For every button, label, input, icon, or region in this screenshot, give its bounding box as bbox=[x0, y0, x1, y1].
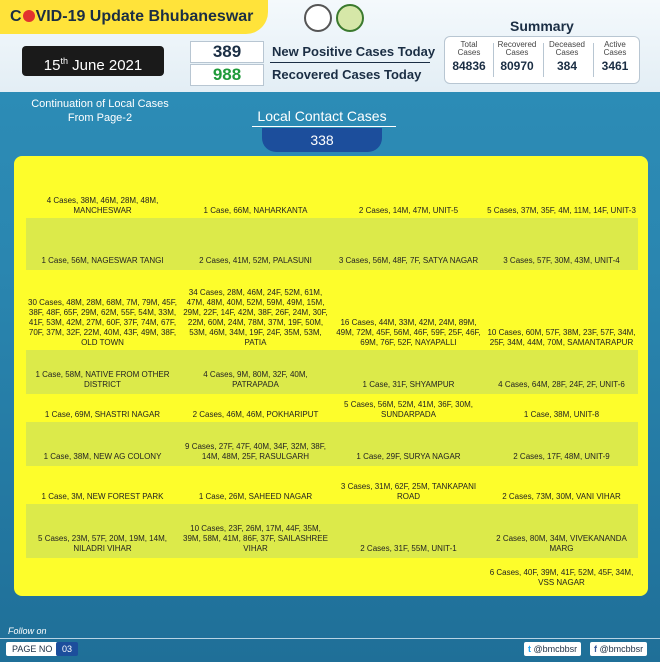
table-cell: 3 Cases, 31M, 62F, 25M, TANKAPANI ROAD bbox=[340, 482, 477, 501]
table-cell: 1 Case, 56M, NAGESWAR TANGI bbox=[41, 256, 164, 265]
table-row bbox=[26, 350, 638, 394]
table-cell: 30 Cases, 48M, 28M, 68M, 7M, 79M, 45F, 38F, 48F, 65F, 29M, 62M, 55F, 54M, 33M, 41F, 53M, 42M, 27M, 60F, 37F, 74M, 67F, 70F, 37M, 32F, 22M, 40M, 43F, 49M, 38F, OLD TOWN bbox=[28, 298, 177, 347]
table-row bbox=[26, 556, 638, 588]
table-cell: 5 Cases, 37M, 35F, 4M, 11M, 14F, UNIT-3 bbox=[487, 206, 636, 215]
cases-panel bbox=[14, 156, 648, 596]
table-cell: 34 Cases, 28M, 46M, 24F, 52M, 61M, 47M, 48M, 40M, 52M, 59M, 49M, 15M, 29M, 22F, 14F, 42M, 38F, 26F, 24M, 30F, 22M, 60M, 24M, 78M, 37M, 19F, 50M, 53M, 46M, 34M, 19F, 24F, 35M, 53M, PATIA bbox=[183, 288, 328, 347]
table-cell: 1 Case, 31F, SHYAMPUR bbox=[362, 380, 455, 389]
emblem-icon bbox=[304, 4, 332, 32]
table-row bbox=[26, 218, 638, 270]
summary-recovered: Recovered Cases 80970 bbox=[497, 40, 537, 73]
follow-label: Follow on bbox=[8, 626, 47, 636]
table-cell: 4 Cases, 38M, 46M, 28M, 48M, MANCHESWAR bbox=[46, 196, 159, 215]
table-cell: 1 Case, 29F, SURYA NAGAR bbox=[356, 452, 461, 461]
table-cell: 2 Cases, 46M, 46M, POKHARIPUT bbox=[192, 410, 319, 419]
summary-total: Total Cases 84836 bbox=[452, 40, 486, 73]
summary-divider bbox=[543, 43, 544, 77]
table-cell: 4 Cases, 64M, 28F, 24F, 2F, UNIT-6 bbox=[498, 380, 625, 389]
facebook-icon: f bbox=[594, 644, 597, 654]
table-cell: 2 Cases, 31F, 55M, UNIT-1 bbox=[360, 544, 457, 553]
footer-divider bbox=[0, 638, 660, 639]
table-cell: 5 Cases, 56M, 52M, 41M, 36F, 30M, SUNDARPADA bbox=[344, 400, 473, 419]
table-cell: 6 Cases, 40F, 39M, 41F, 52M, 45F, 34M, VSS NAGAR bbox=[489, 568, 634, 587]
summary-active: Active Cases 3461 bbox=[601, 40, 629, 73]
table-row bbox=[26, 504, 638, 558]
table-row bbox=[26, 184, 638, 216]
table-cell: 4 Cases, 9M, 80M, 32F, 40M, PATRAPADA bbox=[203, 370, 308, 389]
continuation-note: Continuation of Local Cases From Page-2 bbox=[31, 98, 169, 124]
divider bbox=[270, 62, 430, 63]
table-cell: 1 Case, 66M, NAHARKANTA bbox=[203, 206, 308, 215]
table-cell: 5 Cases, 23M, 57F, 20M, 19M, 14M, NILADRI VIHAR bbox=[38, 534, 167, 553]
local-contact-title: Local Contact Cases bbox=[257, 108, 387, 124]
table-cell: 1 Case, 38M, NEW AG COLONY bbox=[43, 452, 162, 461]
table-cell: 10 Cases, 60M, 57F, 38M, 23F, 57F, 34M, 25F, 34M, 44M, 70M, SAMANTARAPUR bbox=[487, 328, 636, 347]
table-cell: 1 Case, 26M, SAHEED NAGAR bbox=[198, 492, 313, 501]
table-cell bbox=[179, 556, 332, 588]
new-positive-value: 389 bbox=[190, 41, 264, 63]
table-cell: 3 Cases, 56M, 48F, 7F, SATYA NAGAR bbox=[338, 256, 479, 265]
date-badge: 15th June 2021 bbox=[22, 46, 164, 76]
local-contact-count: 338 bbox=[262, 128, 382, 152]
facebook-link[interactable]: f @bmcbbsr bbox=[590, 642, 647, 656]
summary-divider bbox=[493, 43, 494, 77]
summary-title: Summary bbox=[510, 18, 574, 34]
table-row bbox=[26, 422, 638, 466]
table-cell: 2 Cases, 80M, 34M, VIVEKANANDA MARG bbox=[496, 534, 627, 553]
table-cell: 1 Case, 3M, NEW FOREST PARK bbox=[41, 492, 164, 501]
summary-deceased: Deceased Cases 384 bbox=[548, 40, 586, 73]
bmc-logo-icon bbox=[336, 4, 364, 32]
page-label: PAGE NO bbox=[6, 642, 58, 656]
table-cell: 2 Cases, 17F, 48M, UNIT-9 bbox=[513, 452, 610, 461]
table-cell: 16 Cases, 44M, 33M, 42M, 24M, 89M, 49M, 72M, 45F, 56M, 46F, 59F, 25F, 46F, 69M, 76F, 52F, NAYAPALLI bbox=[336, 318, 481, 347]
title-tab bbox=[0, 0, 268, 34]
table-cell: 1 Case, 58M, NATIVE FROM OTHER DISTRICT bbox=[35, 370, 170, 389]
twitter-icon: t bbox=[528, 644, 531, 654]
table-row bbox=[26, 392, 638, 420]
table-cell: 1 Case, 38M, UNIT-8 bbox=[523, 410, 600, 419]
table-cell bbox=[332, 556, 485, 588]
table-cell: 1 Case, 69M, SHASTRI NAGAR bbox=[44, 410, 161, 419]
table-cell: 2 Cases, 14M, 47M, UNIT-5 bbox=[358, 206, 459, 215]
summary-divider bbox=[593, 43, 594, 77]
table-cell: 2 Cases, 41M, 52M, PALASUNI bbox=[199, 256, 312, 265]
recovered-today-label: Recovered Cases Today bbox=[272, 67, 422, 82]
table-row bbox=[26, 268, 638, 348]
table-row bbox=[26, 464, 638, 502]
page-title: C VID-19 Update Bhubaneswar bbox=[10, 8, 254, 25]
summary-box bbox=[444, 36, 640, 84]
twitter-link[interactable]: t @bmcbbsr bbox=[524, 642, 581, 656]
table-cell: 9 Cases, 27F, 47F, 40M, 34F, 32M, 38F, 14M, 48M, 25F, RASULGARH bbox=[185, 442, 326, 461]
virus-icon bbox=[23, 10, 35, 22]
page-number: 03 bbox=[56, 642, 78, 656]
new-positive-label: New Positive Cases Today bbox=[272, 44, 436, 59]
table-cell bbox=[26, 556, 179, 588]
table-cell: 3 Cases, 57F, 30M, 43M, UNIT-4 bbox=[503, 256, 620, 265]
recovered-today-value: 988 bbox=[190, 64, 264, 86]
title-underline bbox=[252, 126, 396, 127]
table-cell: 10 Cases, 23F, 26M, 17M, 44F, 35M, 39M, 58M, 41M, 86F, 37F, SAILASHREE VIHAR bbox=[183, 524, 328, 553]
table-cell: 2 Cases, 73M, 30M, VANI VIHAR bbox=[502, 492, 621, 501]
